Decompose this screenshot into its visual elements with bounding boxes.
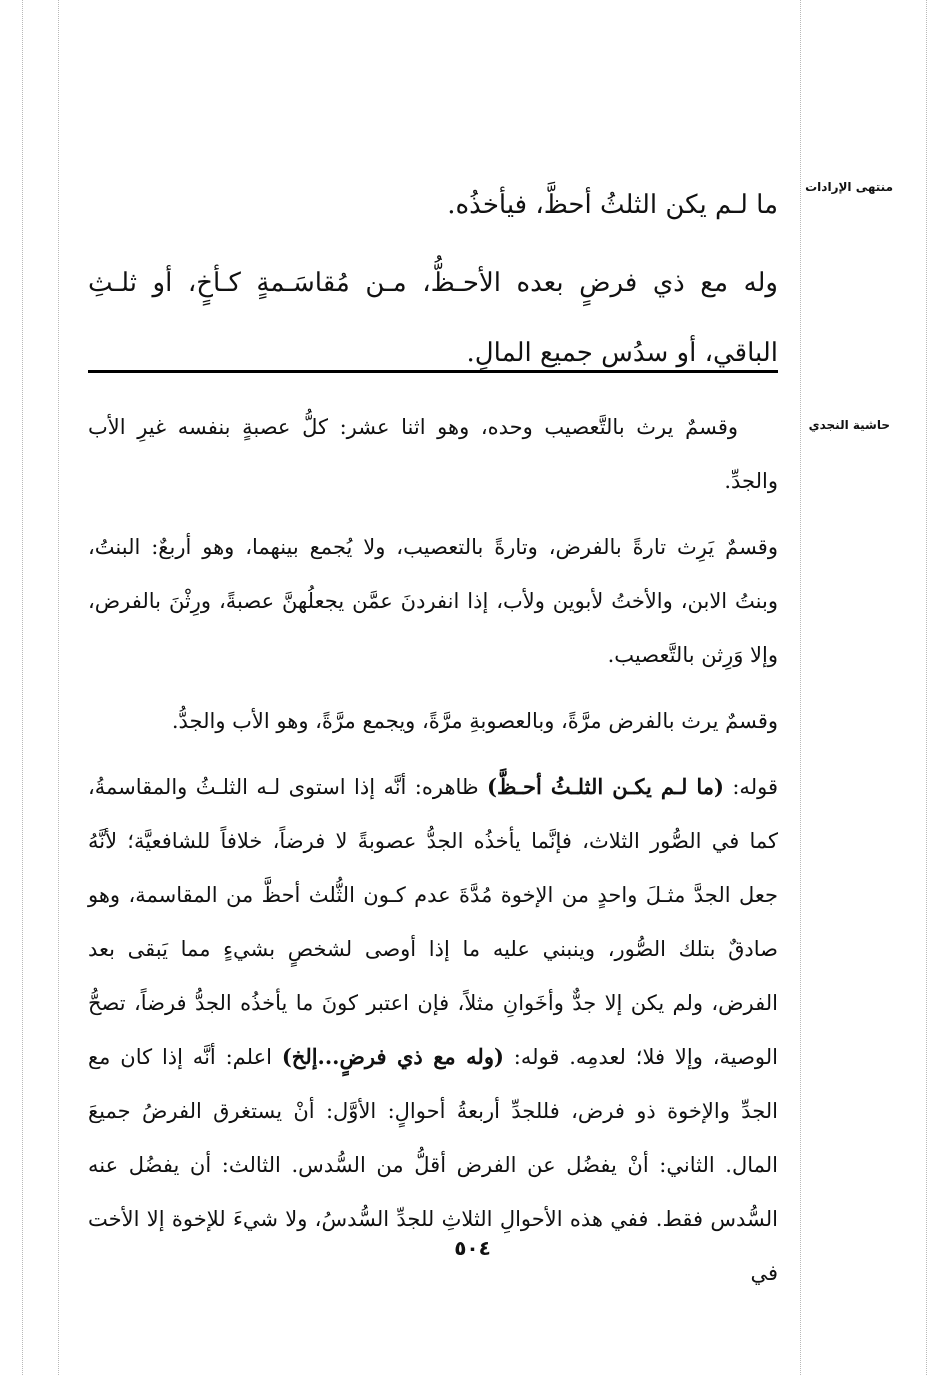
- quoted-phrase: (ما لـم يكـن الثلـثُ أحـظَّ): [487, 774, 724, 799]
- margin-dotted-line: [22, 0, 23, 1375]
- hashiya-paragraph: وقسمٌ يرث بالتَّعصيب وحده، وهو اثنا عشر: كلُّ عصبةٍ بنفسه غيرِ الأب والجدِّ.: [88, 415, 778, 493]
- main-text-paragraph: وله مع ذي فرضٍ بعده الأحـظُّ، مـن مُقاسَـمةٍ كـأخٍ، أو ثلـثِ الباقي، أو سدُس جميع المالِ.: [88, 268, 778, 368]
- side-label-main: منتهى الإرادات: [805, 180, 893, 194]
- main-text-block: [88, 170, 778, 388]
- section-divider: [88, 370, 778, 373]
- paragraph-intro: قوله:: [723, 775, 778, 799]
- page-number: ٥٠٤: [454, 1236, 491, 1260]
- hashiya-paragraph: وقسمٌ يرث بالفرض مرَّةً، وبالعصوبةِ مرَّةً، ويجمع مرَّةً، وهو الأب والجدُّ.: [171, 709, 778, 733]
- quoted-phrase: (وله مع ذي فرضٍ...إلخ): [281, 1044, 504, 1069]
- side-label-hashiya: حاشية النجدي: [808, 418, 890, 432]
- commentary-text: ظاهره: أنَّه إذا استوى لـه الثلـثُ والمقاسمةُ، كما في الصُّور الثلاث، فإنَّما يأخذُه الجدُّ عصوبةً لا فرضاً، خلافاً للشافعيَّة؛ لأنَّهُ جعل الجدَّ مثـلَ واحدٍ من الإخوة مُدَّةَ عدم كـون الثُّلث أحظَّ من المقاسمة، وهو صادقٌ بتلك الصُّور، وينبني عليه ما إذا أوصى لشخصٍ بشيءٍ مما يَبقى بعد الفرض، ولم يكن إلا جدٌّ وأخَوانِ مثلاً، فإن اعتبر كونَ ما يأخذُه الجدُّ فرضاً، تصحُّ الوصية، وإلا فلا؛ لعدمِه. قوله:: [88, 775, 778, 1069]
- hashiya-text-block: [88, 400, 778, 1312]
- main-text-paragraph: ما لـم يكن الثلثُ أحظَّ، فيأخذُه.: [447, 190, 778, 220]
- margin-dotted-line: [926, 0, 927, 1375]
- hashiya-paragraph: وقسمٌ يَرِث تارةً بالفرض، وتارةً بالتعصيب، ولا يُجمع بينهما، وهو أربعٌ: البنتُ، وبنتُ الابن، والأختُ لأبوين ولأب، إذا انفردنَ عمَّن يجعلُهنَّ عصبةً، ورِثْنَ بالفرض، وإلا وَرِثن بالتَّعصيب.: [88, 535, 778, 667]
- commentary-text: اعلم: أنَّه إذا كان مع الجدِّ والإخوة ذو فرض، فللجدِّ أربعةُ أحوالٍ: الأوَّل: أنْ يستغرق الفرضُ جميعَ المال. الثاني: أنْ يفضُل عن الفرض أقلُّ من السُّدس. الثالث: أن يفضُل عنه السُّدس فقط. ففي هذه الأحوالِ الثلاثِ للجدِّ السُّدسُ، ولا شيءَ للإخوة إلا الأخت في: [88, 1045, 778, 1285]
- hashiya-paragraph: [88, 760, 778, 1300]
- margin-dotted-line: [58, 0, 59, 1375]
- margin-dotted-line: [800, 0, 801, 1375]
